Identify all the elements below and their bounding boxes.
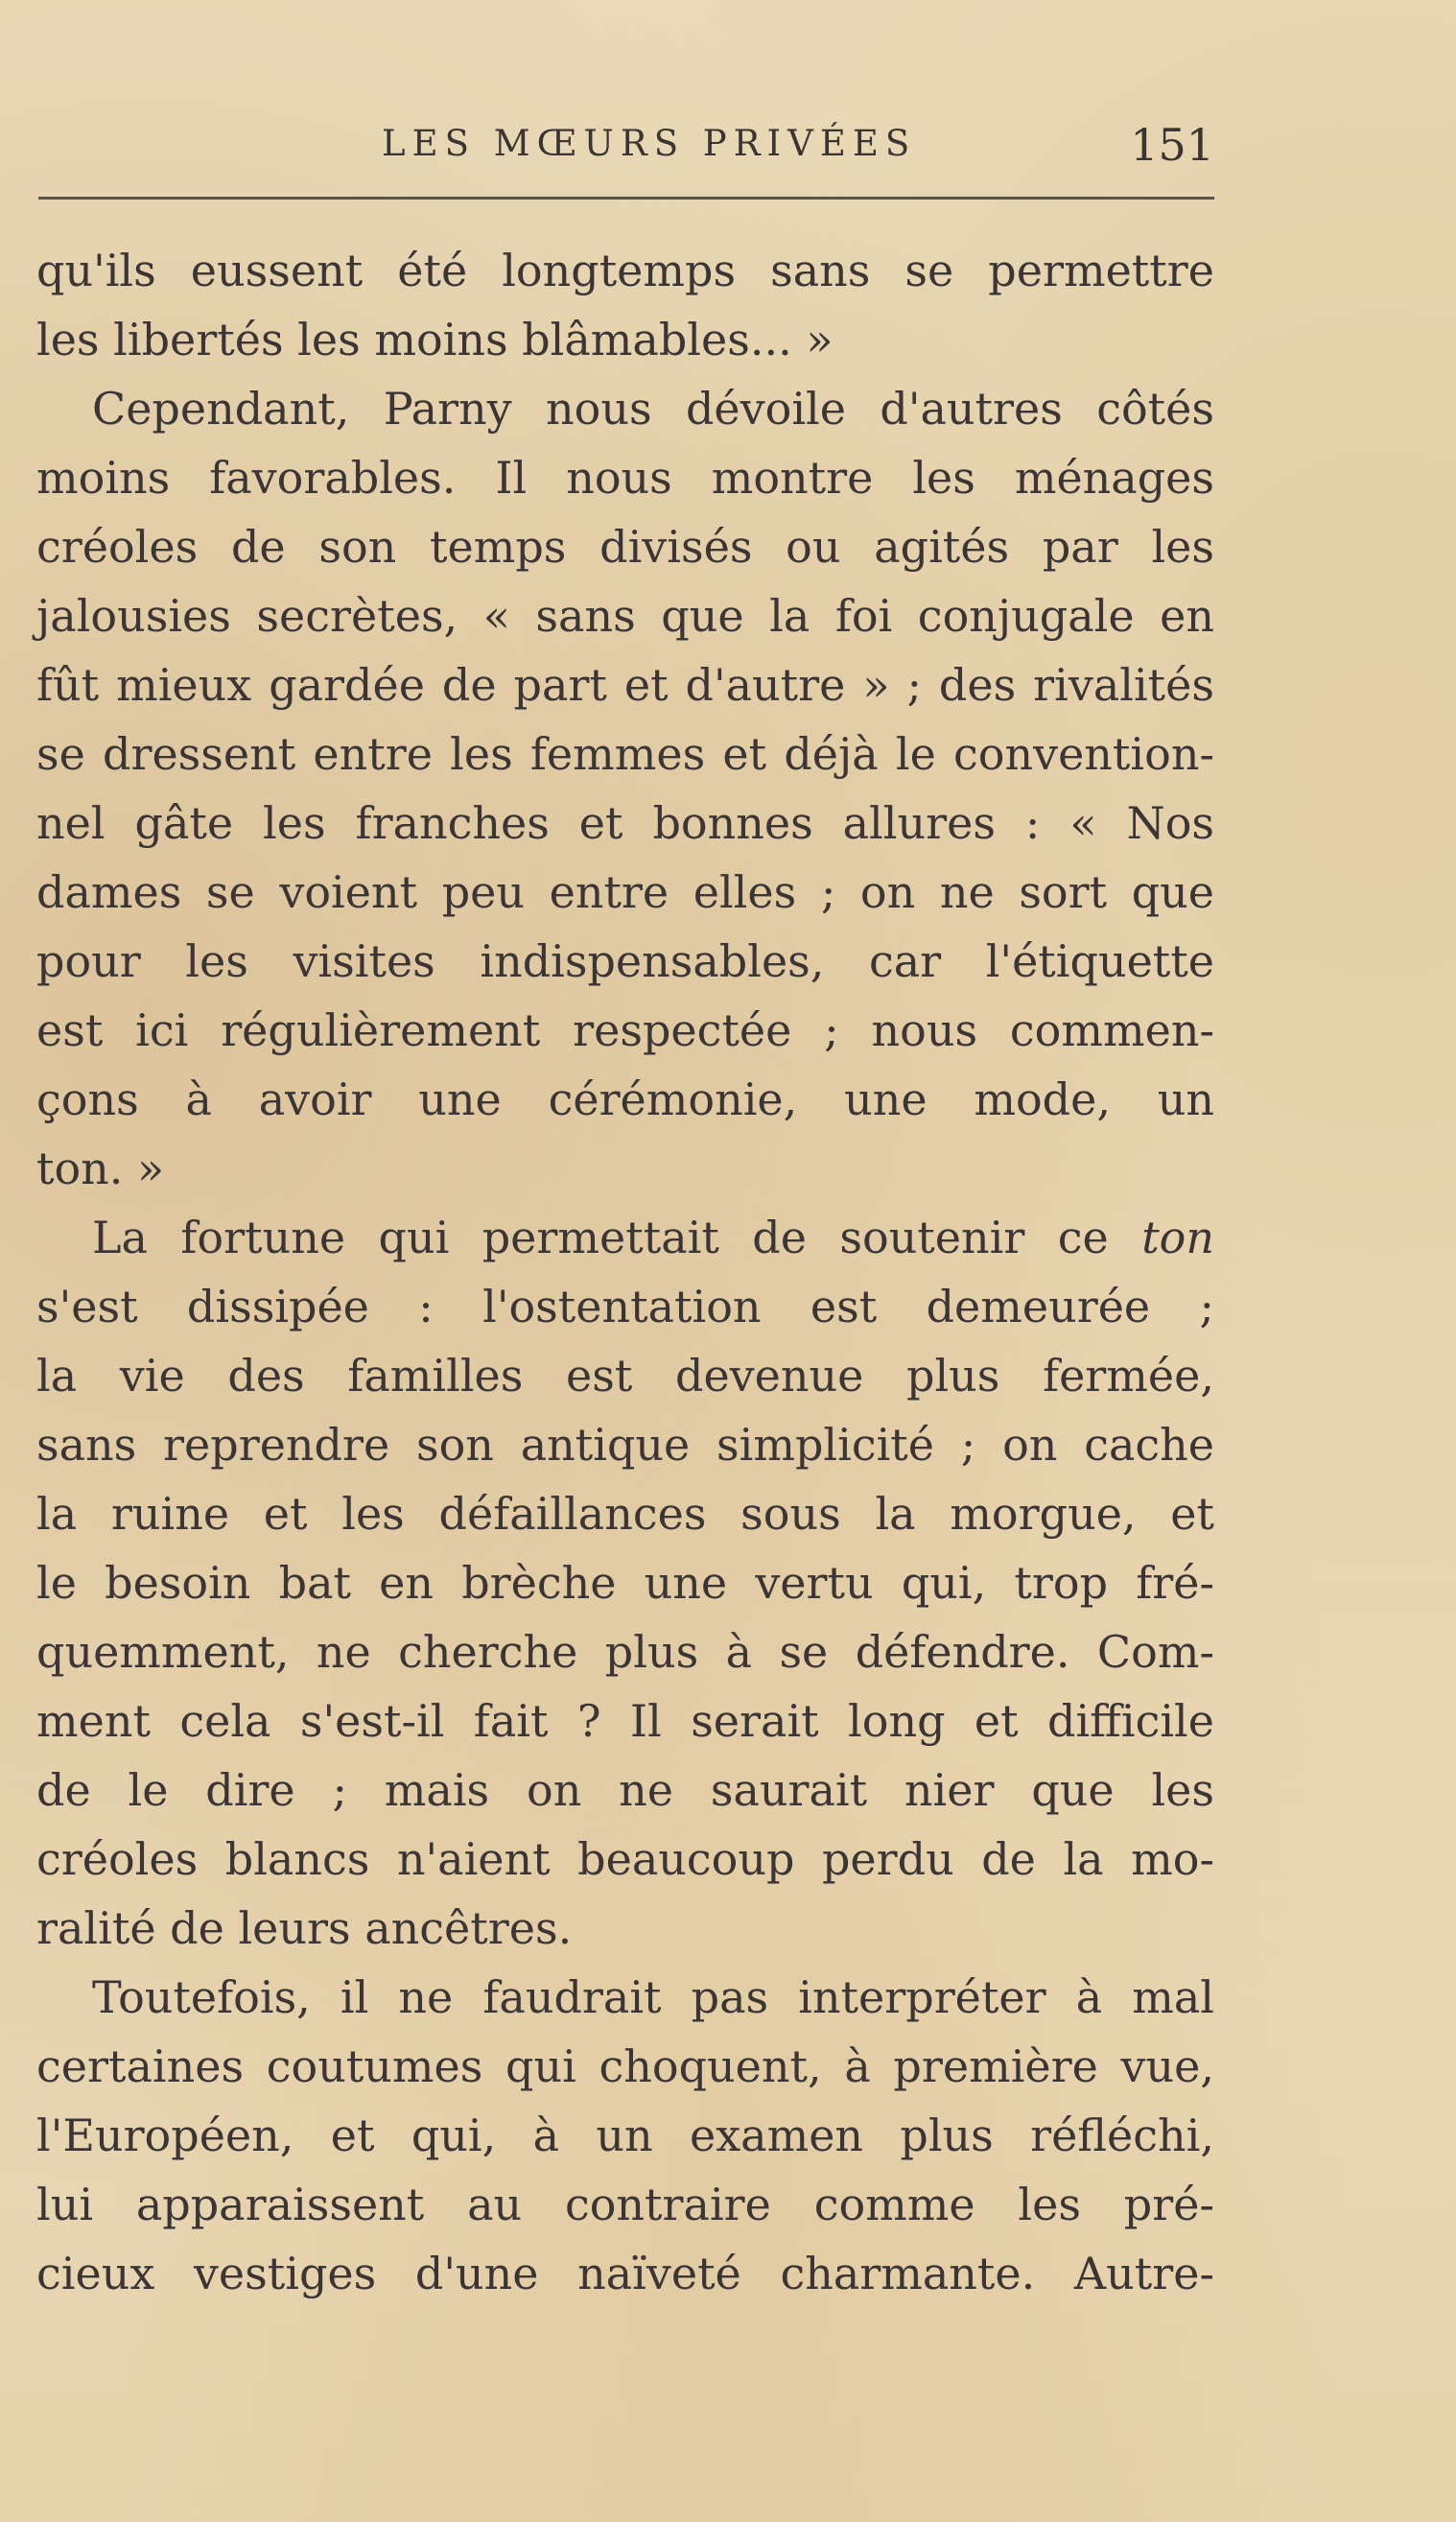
text-line: nel gâte les franches et bonnes allures : « Nos (36, 797, 1214, 849)
body-text (36, 236, 1214, 2308)
text-line: se dressent entre les femmes et déjà le convention- (36, 728, 1214, 780)
text-line: dames se voient peu entre elles ; on ne sort que (36, 866, 1214, 918)
text-line (36, 1203, 1214, 1272)
page-number: 151 (1130, 119, 1214, 171)
text-line: pour les visites indispensables, car l'étiquette (36, 935, 1214, 987)
text-line: Toutefois, il ne faudrait pas interpréter à mal (92, 1971, 1214, 2023)
text-line: la vie des familles est devenue plus fermée, (36, 1350, 1214, 1402)
text-line: lui apparaissent au contraire comme les pré- (36, 2179, 1214, 2230)
header-rule (38, 197, 1214, 200)
text-line: sans reprendre son antique simplicité ; on cache (36, 1419, 1214, 1471)
text-line: çons à avoir une cérémonie, une mode, un (36, 1073, 1214, 1125)
italic-word: ton (1141, 1212, 1214, 1263)
text-line: Cependant, Parny nous dévoile d'autres côtés (92, 383, 1214, 435)
page-header (36, 119, 1214, 180)
text-line: fût mieux gardée de part et d'autre » ; des rivalités (36, 659, 1214, 711)
text-line: ralité de leurs ancêtres. (36, 1902, 573, 1954)
text-line: qu'ils eussent été longtemps sans se permettre (36, 245, 1214, 296)
text-line: jalousies secrètes, « sans que la foi conjugale en (36, 590, 1214, 642)
text-line: créoles de son temps divisés ou agités par les (36, 521, 1214, 573)
text-line: les libertés les moins blâmables... » (36, 314, 834, 365)
running-title: LES MŒURS PRIVÉES (382, 123, 917, 164)
text-line: s'est dissipée : l'ostentation est demeurée ; (36, 1281, 1214, 1332)
text-line: ton. » (36, 1143, 165, 1194)
text-line: de le dire ; mais on ne saurait nier que les (36, 1764, 1214, 1816)
text-line: la ruine et les défaillances sous la morgue, et (36, 1488, 1214, 1540)
text-line: certaines coutumes qui choquent, à première vue, (36, 2040, 1214, 2092)
text-line: ment cela s'est-il fait ? Il serait long et difficile (36, 1695, 1214, 1747)
text-line: cieux vestiges d'une naïveté charmante. Autre- (36, 2248, 1214, 2299)
text-line: est ici régulièrement respectée ; nous commen- (36, 1004, 1214, 1056)
text-line: moins favorables. Il nous montre les ménages (36, 452, 1214, 504)
text-line: le besoin bat en brèche une vertu qui, trop fré- (36, 1557, 1214, 1609)
text-segment: La fortune qui permettait de soutenir ce (92, 1212, 1142, 1263)
text-line: l'Européen, et qui, à un examen plus réfléchi, (36, 2110, 1214, 2161)
text-line: quemment, ne cherche plus à se défendre. Com- (36, 1626, 1214, 1678)
text-line: créoles blancs n'aient beaucoup perdu de la mo- (36, 1833, 1214, 1885)
